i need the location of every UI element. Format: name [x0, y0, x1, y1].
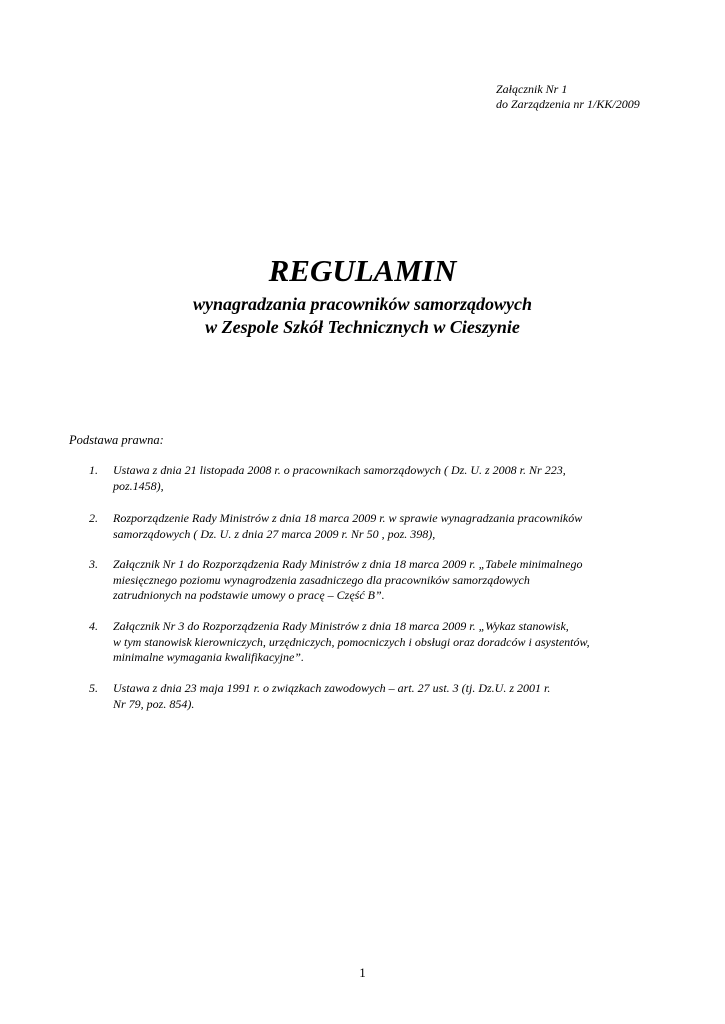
legal-basis-item-5	[89, 681, 689, 712]
legal-basis-item-line: Ustawa z dnia 21 listopada 2008 r. o pracownikach samorządowych ( Dz. U. z 2008 r. Nr 223,	[113, 463, 566, 477]
legal-basis-item-line: Rozporządzenie Rady Ministrów z dnia 18 marca 2009 r. w sprawie wynagradzania pracowników	[113, 511, 583, 525]
page-number: 1	[359, 965, 366, 980]
legal-basis-item-number: 5.	[89, 681, 98, 695]
legal-basis-item-number: 2.	[89, 511, 98, 525]
legal-basis-item-4	[89, 619, 689, 666]
legal-basis-item-line: poz.1458),	[113, 478, 164, 493]
legal-basis-item-line: Ustawa z dnia 23 maja 1991 r. o związkach zawodowych – art. 27 ust. 3 (tj. Dz.U. z 2001 r.	[113, 681, 551, 695]
document-subtitle	[0, 293, 725, 339]
legal-basis-item-line: Nr 79, poz. 854).	[113, 696, 195, 711]
legal-basis-item-number: 3.	[89, 557, 98, 571]
legal-basis-item-1	[89, 463, 689, 494]
document-subtitle-line-2: w Zespole Szkół Technicznych w Cieszynie	[205, 317, 520, 337]
document-subtitle-line-1: wynagradzania pracowników samorządowych	[192, 294, 533, 314]
legal-basis-item-line: minimalne wymagania kwalifikacyjne”.	[113, 650, 304, 664]
legal-basis-item-2	[89, 511, 689, 542]
legal-basis-item-line: Załącznik Nr 3 do Rozporządzenia Rady Ministrów z dnia 18 marca 2009 r. „Wykaz stanowisk,	[113, 619, 569, 633]
document-title: REGULAMIN	[268, 253, 457, 288]
attachment-note-line-2: do Zarządzenia nr 1/KK/2009	[496, 97, 640, 111]
legal-basis-item-number: 4.	[89, 619, 98, 633]
legal-basis-item-line: miesięcznego poziomu wynagrodzenia zasadniczego dla pracowników samorządowych	[113, 572, 530, 587]
legal-basis-item-line: w tym stanowisk kierowniczych, urzędniczych, pomocniczych i obsługi oraz doradców i asystentów,	[113, 634, 590, 649]
legal-basis-item-line: zatrudnionych na podstawie umowy o pracę – Część B”.	[113, 588, 385, 602]
legal-basis-heading: Podstawa prawna:	[69, 433, 164, 447]
legal-basis-item-number: 1.	[89, 463, 98, 477]
attachment-note-line-1: Załącznik Nr 1	[496, 82, 568, 96]
legal-basis-item-3	[89, 557, 689, 604]
legal-basis-item-line: Załącznik Nr 1 do Rozporządzenia Rady Ministrów z dnia 18 marca 2009 r. „Tabele minimalnego	[113, 557, 583, 571]
attachment-note	[496, 82, 640, 112]
title-block	[0, 253, 725, 339]
legal-basis-item-line: samorządowych ( Dz. U. z dnia 27 marca 2009 r. Nr 50 , poz. 398),	[113, 526, 436, 541]
